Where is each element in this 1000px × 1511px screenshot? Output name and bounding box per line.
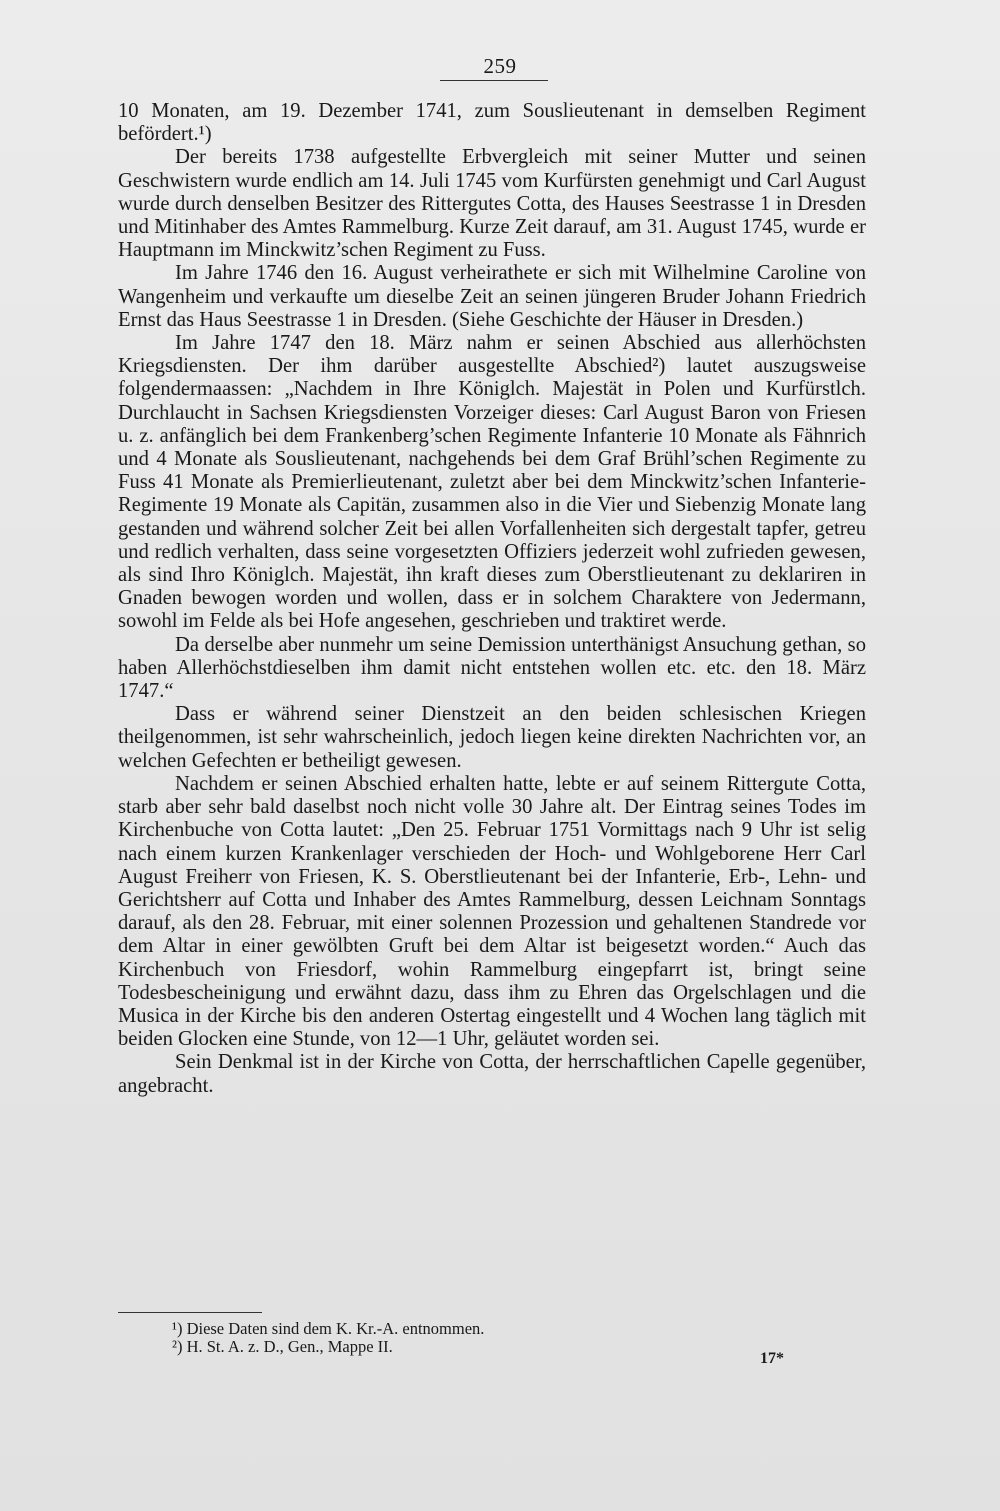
paragraph-4: Im Jahre 1747 den 18. März nahm er seinen Abschied aus allerhöchsten Kriegsdiensten. Der ihm darüber ausgestellte Abschied²) lautet auszugsweise folgendermaassen: „Nachdem in Ihre Königlch. Majestät in Polen und Kurfürstlch. Durchlaucht in Sachsen Kriegsdiensten Vorzeiger dieses: Carl August Baron von Friesen u. z. anfänglich bei dem Frankenberg’schen Regimente Infanterie 10 Monate als Fähnrich und 4 Monate als Souslieutenant, nachgehends bei dem Graf Brühl’schen Regimente zu Fuss 41 Monate als Premierlieutenant, zuletzt aber bei dem Minckwitz’schen Infanterie-Regimente 19 Monate als Capitän, zusammen also in die Vier und Siebenzig Monate lang gestanden und während solcher Zeit bei allen Vorfallenheiten sich dergestalt tapfer, getreu und redlich verhalten, dass seine vorgesetzten Offiziers jederzeit wohl zufrieden gewesen, als sind Ihro Königlch. Majestät, ihn kraft dieses zum Oberstlieutenant zu deklariren in Gnaden bewogen worden und wollen, dass er in solchem Charaktere von Jedermann, sowohl im Felde als bei Hofe angesehen, geschrieben und traktiret werde. (118, 332, 866, 633)
page-number: 259 (483, 54, 517, 78)
paragraph-6: Dass er während seiner Dienstzeit an den beiden schlesischen Kriegen theilgenommen, ist sehr wahrscheinlich, jedoch liegen keine direkten Nachrichten vor, an welchen Gefechten er betheiligt gewesen. (118, 703, 866, 772)
paragraph-1: 10 Monaten, am 19. Dezember 1741, zum Souslieutenant in demselben Regiment befördert.¹) (118, 100, 866, 146)
paragraph-5: Da derselbe aber nunmehr um seine Demission unterthänigst Ansuchung gethan, so haben Allerhöchstdieselben ihm damit nicht entstehen wollen etc. etc. den 18. März 1747.“ (118, 633, 866, 703)
footnote-rule (118, 1312, 262, 1313)
footnote-2: ²) H. St. A. z. D., Gen., Mappe II. (172, 1337, 393, 1356)
footnotes (172, 1320, 732, 1356)
paragraph-7: Nachdem er seinen Abschied erhalten hatte, lebte er auf seinem Rittergute Cotta, starb aber sehr bald daselbst noch nicht volle 30 Jahre alt. Der Eintrag seines Todes im Kirchenbuche von Cotta lautet: „Den 25. Februar 1751 Vormittags nach 9 Uhr ist selig nach einem kurzen Krankenlager verschieden der Hoch- und Wohlgeborene Herr Carl August Freiherr von Friesen, K. S. Oberstlieutenant bei der Infanterie, Erb-, Lehn- und Gerichtsherr auf Cotta und Inhaber des Amtes Rammelburg, dessen Leichnam Sonntags darauf, als den 28. Februar, mit einer solennen Prozession und gehaltenen Standrede vor dem Altar in einer gewölbten Gruft bei dem Altar ist beigesetzt worden.“ Auch das Kirchenbuch von Friesdorf, wohin Rammelburg eingepfarrt ist, bringt seine Todesbescheinigung und erwähnt dazu, dass ihm zu Ehren das Orgelschlagen und die Musica in der Kirche bis den anderen Ostertag eingestellt und 4 Wochen lang täglich mit beiden Glocken eine Stunde, von 12—1 Uhr, geläutet worden sei. (118, 772, 866, 1051)
footnote-1: ¹) Diese Daten sind dem K. Kr.-A. entnommen. (172, 1319, 485, 1338)
header-rule (440, 80, 548, 81)
body-text (118, 100, 866, 1098)
paragraph-3: Im Jahre 1746 den 16. August verheirathete er sich mit Wilhelmine Caroline von Wangenheim und verkaufte um dieselbe Zeit an seinen jüngeren Bruder Johann Friedrich Ernst das Haus Seestrasse 1 in Dresden. (Siehe Geschichte der Häuser in Dresden.) (118, 262, 866, 331)
printer-signature-mark: 17* (760, 1350, 784, 1367)
paragraph-2: Der bereits 1738 aufgestellte Erbvergleich mit seiner Mutter und seinen Geschwistern wurde endlich am 14. Juli 1745 vom Kurfürsten genehmigt und Carl August wurde durch denselben Besitzer des Rittergutes Cotta, des Hauses Seestrasse 1 in Dresden und Mitinhaber des Amtes Rammelburg. Kurze Zeit darauf, am 31. August 1745, wurde er Hauptmann im Minckwitz’schen Regiment zu Fuss. (118, 146, 866, 262)
paragraph-8: Sein Denkmal ist in der Kirche von Cotta, der herrschaftlichen Capelle gegenüber, angebracht. (118, 1051, 866, 1097)
